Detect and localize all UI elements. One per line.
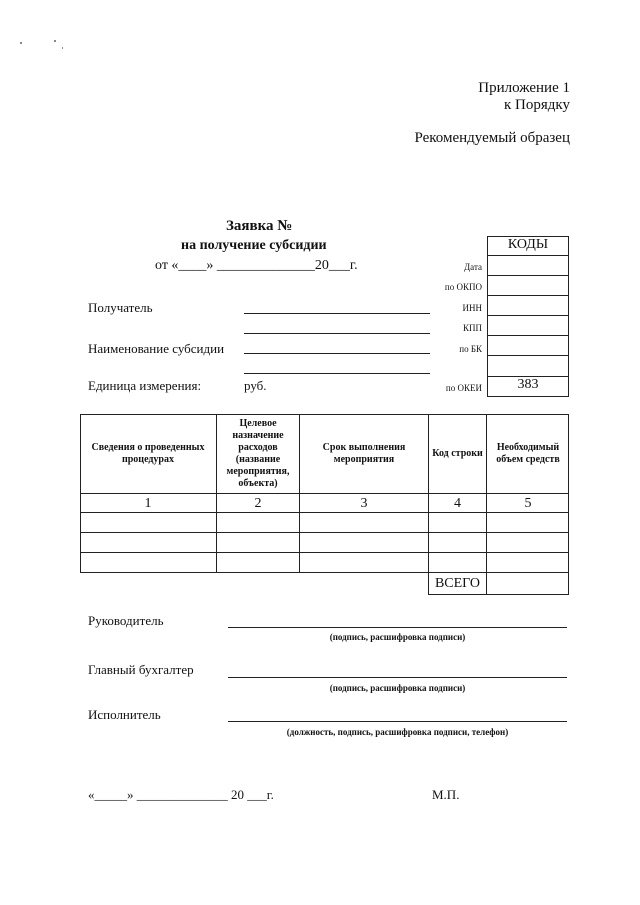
table-col-number: 4	[454, 496, 461, 511]
appendix-subtitle: к Порядку	[504, 97, 570, 113]
code-label-inn: ИНН	[462, 303, 482, 313]
table-row-divider	[80, 493, 569, 494]
table-header-amount: Необходимый объем средств	[496, 441, 560, 465]
subsidy-name-line	[244, 353, 430, 354]
subsidy-name-label: Наименование субсидии	[88, 341, 225, 356]
codes-divider	[487, 315, 569, 316]
stamp-placeholder: М.П.	[432, 787, 460, 802]
total-label: ВСЕГО	[434, 576, 481, 591]
table-header-row-code: Код строки	[432, 447, 483, 459]
codes-divider	[487, 275, 569, 276]
codes-divider	[487, 295, 569, 296]
form-date-line: от «____» ______________20___г.	[155, 258, 358, 273]
subsidy-name-line-2	[244, 373, 430, 374]
codes-box	[487, 236, 569, 397]
table-col-number: 3	[360, 496, 368, 511]
codes-divider	[487, 355, 569, 356]
form-title: Заявка №	[226, 218, 293, 234]
recipient-line-2	[244, 333, 430, 334]
code-label-kpp: КПП	[462, 323, 482, 333]
scan-speck	[54, 40, 56, 42]
executor-signature-hint: (должность, подпись, расшифровка подписи, телефон)	[286, 727, 509, 737]
table-col-number: 1	[144, 496, 152, 511]
head-signature-hint: (подпись, расшифровка подписи)	[329, 632, 466, 642]
table-header-deadline: Срок выполнения мероприятия	[322, 441, 406, 465]
recipient-line	[244, 313, 430, 314]
unit-value: руб.	[244, 378, 267, 393]
okei-code-value: 383	[517, 377, 539, 392]
table-row-divider	[80, 552, 569, 553]
table-header-procedures: Сведения о проведенных процедурах	[91, 441, 205, 465]
code-label-okpo: по ОКПО	[444, 282, 482, 292]
footer-date-line: «_____» ______________ 20 ___г.	[88, 787, 274, 802]
code-label-bk: по БК	[459, 344, 482, 354]
executor-label: Исполнитель	[88, 707, 161, 722]
table-col-number: 5	[524, 496, 532, 511]
codes-header: КОДЫ	[507, 237, 549, 252]
code-label-okei: по ОКЕИ	[445, 383, 482, 393]
accountant-signature-hint: (подпись, расшифровка подписи)	[329, 683, 466, 693]
accountant-signature-line	[228, 677, 567, 678]
form-subtitle: на получение субсидии	[181, 238, 327, 253]
unit-label: Единица измерения:	[88, 378, 202, 393]
accountant-label: Главный бухгалтер	[88, 662, 194, 677]
scan-speck	[20, 42, 22, 44]
recommended-sample: Рекомендуемый образец	[414, 130, 570, 146]
scan-speck	[62, 47, 63, 49]
appendix-title: Приложение 1	[478, 80, 570, 96]
codes-divider	[487, 335, 569, 336]
recipient-label: Получатель	[88, 300, 153, 315]
table-row-divider	[80, 532, 569, 533]
head-signature-line	[228, 627, 567, 628]
codes-divider	[487, 255, 569, 256]
code-label-date: Дата	[464, 262, 482, 272]
head-label: Руководитель	[88, 613, 164, 628]
executor-signature-line	[228, 721, 567, 722]
table-header-purpose: Целевое назначение расходов (название мероприятия, объекта)	[226, 417, 290, 489]
table-col-number: 2	[254, 496, 262, 511]
